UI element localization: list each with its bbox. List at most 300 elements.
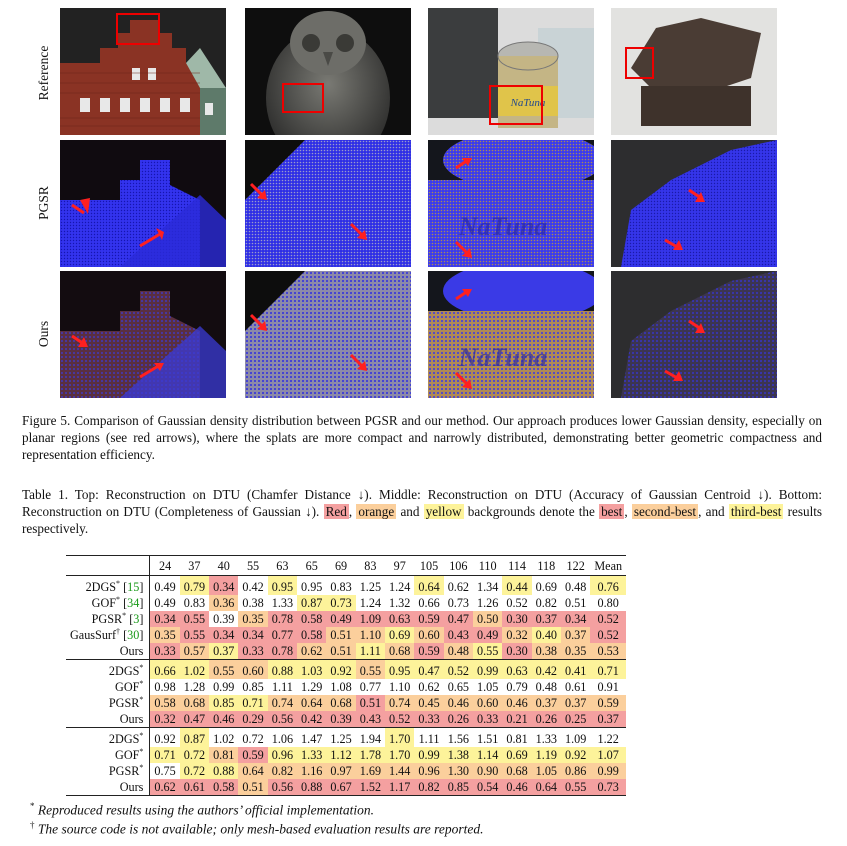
row-label-pgsr: PGSR: [36, 186, 51, 220]
table-cell: 0.44: [502, 576, 531, 596]
method-label: Ours: [119, 644, 144, 658]
table-cell: 0.72: [180, 763, 209, 779]
table-row: [66, 660, 626, 680]
caption-and: , and: [698, 504, 729, 519]
table-cell: 0.35: [238, 611, 267, 627]
table-cell: 0.92: [561, 747, 590, 763]
table-cell: 0.49: [154, 580, 176, 594]
table-cell: 0.78: [268, 643, 297, 660]
table-cell: 0.58: [150, 695, 180, 711]
table-cell: 0.42: [532, 660, 561, 680]
method-label: 2DGS: [108, 732, 140, 746]
table-cell: 1.19: [532, 747, 561, 763]
column-header: 69: [326, 556, 355, 576]
method-name: 2DGS* [15]: [66, 576, 150, 596]
table-cell: 1.22: [597, 732, 619, 746]
table-cell: 1.33: [271, 596, 294, 610]
table-cell: 0.32: [502, 627, 531, 643]
legend-red: Red: [325, 504, 347, 519]
method-name: [66, 643, 150, 660]
table-cell: 0.66: [418, 596, 440, 610]
table-cell: 0.43: [356, 711, 385, 728]
table-cell: 0.46: [502, 695, 531, 711]
table-cell: 0.65: [447, 680, 470, 694]
table-cell: 0.63: [502, 660, 531, 680]
table-cell: 0.55: [356, 660, 385, 680]
table-cell: 0.62: [418, 680, 440, 694]
table-cell: 0.39: [213, 612, 235, 626]
header-corner: [66, 556, 150, 576]
table-cell: 1.09: [356, 611, 385, 627]
table-cell: 0.62: [297, 643, 326, 660]
citation-link[interactable]: 34: [127, 596, 140, 610]
table-row: [66, 679, 626, 695]
table-cell: 0.35: [150, 627, 180, 643]
table-cell: 0.34: [209, 627, 238, 643]
table-cell: 0.99: [414, 747, 443, 763]
table-cell: 0.58: [297, 627, 326, 643]
method-superscript: *: [139, 678, 144, 688]
row-label-reference: Reference: [36, 45, 51, 101]
table-cell: 0.69: [535, 580, 557, 594]
can-logo-text: NaTuna: [458, 212, 548, 241]
method-superscript: †: [116, 626, 121, 636]
footnote-text: The source code is not available; only mesh-based evaluation results are reported.: [37, 821, 484, 837]
table-cell: 0.99: [473, 660, 502, 680]
column-header: 97: [385, 556, 414, 576]
table-cell: 0.33: [150, 643, 180, 660]
table-cell: 0.43: [444, 627, 473, 643]
table-row: [66, 611, 626, 627]
legend-orange: orange: [358, 504, 395, 519]
table-cell: 1.09: [565, 732, 587, 746]
table-cell: 0.79: [180, 576, 209, 596]
image-reference-building: [60, 8, 226, 135]
table-cell: 0.73: [447, 596, 470, 610]
table-cell: 0.85: [209, 695, 238, 711]
table-cell: 0.59: [238, 747, 267, 763]
table-cell: 0.68: [326, 695, 355, 711]
table-cell: 0.55: [209, 660, 238, 680]
figure-caption: Figure 5. Comparison of Gaussian density distribution between PGSR and our method. Our approach produces lower Gaussian density, especially on planar regions (see red arrows), where the splats are more compact and narrowly distributed, demonstrating better geometric compactness and representation efficiency.: [22, 413, 822, 462]
table-cell: 0.52: [444, 660, 473, 680]
table-cell: 0.30: [502, 611, 531, 627]
table-cell: 1.24: [389, 580, 411, 594]
table-cell: 1.34: [477, 580, 499, 594]
table-cell: 0.61: [565, 680, 587, 694]
table-cell: 0.37: [532, 611, 561, 627]
table-cell: 1.78: [356, 747, 385, 763]
table-cell: 1.08: [330, 680, 352, 694]
table-cell: 1.02: [213, 732, 235, 746]
column-header: 110: [473, 556, 502, 576]
method-superscript: *: [122, 610, 127, 620]
method-name: [66, 711, 150, 728]
table-cell: 0.55: [180, 627, 209, 643]
table-row: [66, 711, 626, 728]
footnote-mark: *: [30, 801, 35, 811]
table-cell: 0.86: [561, 763, 590, 779]
legend-yellow: yellow: [425, 504, 462, 519]
method-name: [66, 747, 150, 763]
row-label-ours: Ours: [36, 320, 51, 348]
table-cell: 0.71: [238, 695, 267, 711]
column-header: 40: [209, 556, 238, 576]
table-cell: 1.05: [477, 680, 499, 694]
table-cell: 0.32: [150, 711, 180, 728]
table-cell: 0.45: [414, 695, 443, 711]
column-header: 55: [238, 556, 267, 576]
table-cell: 0.49: [326, 611, 355, 627]
table-cell: 1.29: [301, 680, 323, 694]
table-header-row: [66, 556, 626, 576]
method-name: [66, 779, 150, 796]
table-cell: 0.51: [326, 643, 355, 660]
table-cell: 0.63: [385, 611, 414, 627]
table-cell: 1.03: [297, 660, 326, 680]
table-caption: [22, 486, 822, 537]
table-cell: 0.37: [209, 643, 238, 660]
table-cell: 0.34: [150, 611, 180, 627]
table-cell: 0.46: [209, 711, 238, 728]
method-superscript: *: [139, 730, 144, 740]
table-cell: 0.59: [414, 643, 443, 660]
footnote-mark: †: [30, 820, 35, 830]
table-cell: 0.51: [565, 596, 587, 610]
table-cell: 0.47: [444, 611, 473, 627]
table-cell: 0.99: [590, 763, 626, 779]
table-cell: 1.33: [535, 732, 557, 746]
table-cell: 0.68: [502, 763, 531, 779]
method-name: [66, 695, 150, 711]
table-cell: 1.51: [477, 732, 499, 746]
image-pgsr-can: [428, 140, 594, 267]
table-cell: 0.29: [238, 711, 267, 728]
table-cell: 0.60: [473, 695, 502, 711]
table-cell: 0.62: [150, 779, 180, 796]
table-cell: 0.52: [590, 627, 626, 643]
results-table: [66, 555, 626, 796]
table-cell: 1.06: [271, 732, 294, 746]
image-pgsr-building: [60, 140, 226, 267]
table-cell: 1.94: [359, 732, 382, 746]
method-superscript: *: [139, 694, 144, 704]
table-cell: 0.25: [561, 711, 590, 728]
table-cell: 1.33: [297, 747, 326, 763]
column-header: 114: [502, 556, 531, 576]
table-cell: 0.88: [209, 763, 238, 779]
table-cell: 1.52: [356, 779, 385, 796]
method-label: PGSR: [108, 696, 140, 710]
table-cell: 0.37: [561, 627, 590, 643]
table-cell: 0.51: [356, 695, 385, 711]
table-cell: 0.73: [590, 779, 626, 796]
table-cell: 0.74: [385, 695, 414, 711]
image-reference-can: [428, 8, 594, 135]
table-cell: 1.69: [356, 763, 385, 779]
footnote-reproduced: [30, 801, 374, 819]
table-cell: 0.36: [209, 595, 238, 611]
table-cell: 1.07: [590, 747, 626, 763]
method-superscript: *: [139, 662, 144, 672]
column-header: Mean: [590, 556, 626, 576]
column-header: 105: [414, 556, 443, 576]
table-cell: 0.77: [359, 680, 382, 694]
table-cell: 0.48: [535, 680, 557, 694]
table-cell: 0.64: [238, 763, 267, 779]
table-cell: 0.82: [535, 596, 557, 610]
table-cell: 0.52: [506, 596, 528, 610]
table-cell: 0.79: [506, 680, 528, 694]
table-cell: 0.81: [506, 732, 528, 746]
method-name: [66, 763, 150, 779]
table-cell: 0.77: [268, 627, 297, 643]
table-cell: 1.44: [385, 763, 414, 779]
column-header: 63: [268, 556, 297, 576]
table-cell: 1.11: [271, 680, 293, 694]
table-cell: 0.33: [238, 643, 267, 660]
image-ours-owl: [245, 271, 411, 398]
table-cell: 0.34: [561, 611, 590, 627]
table-cell: 0.68: [385, 643, 414, 660]
table-cell: 0.60: [238, 660, 267, 680]
table-cell: 0.41: [561, 660, 590, 680]
table-cell: 1.14: [473, 747, 502, 763]
table-cell: 0.90: [473, 763, 502, 779]
table-cell: 0.38: [242, 596, 264, 610]
table-cell: 1.28: [183, 680, 206, 694]
column-header: 118: [532, 556, 561, 576]
table-cell: 0.47: [180, 711, 209, 728]
table-cell: 0.56: [268, 779, 297, 796]
legend-second-best: second-best: [633, 504, 697, 519]
table-cell: 1.70: [385, 728, 414, 748]
table-cell: 1.05: [532, 763, 561, 779]
table-cell: 0.76: [590, 576, 626, 596]
legend-best: best: [601, 504, 623, 519]
citation-link[interactable]: 30: [127, 628, 140, 642]
table-cell: 0.64: [414, 576, 443, 596]
table-cell: 0.87: [297, 595, 326, 611]
table-cell: 0.71: [150, 747, 180, 763]
table-cell: 0.81: [209, 747, 238, 763]
table-cell: 0.98: [154, 680, 176, 694]
table-cell: 0.55: [561, 779, 590, 796]
image-ours-statue: [611, 271, 777, 398]
caption-separator: ,: [348, 504, 357, 519]
table-cell: 0.48: [444, 643, 473, 660]
method-label: PGSR: [91, 612, 123, 626]
table-row: [66, 576, 626, 596]
table-cell: 0.68: [180, 695, 209, 711]
table-cell: 0.83: [183, 596, 206, 610]
column-header: 83: [356, 556, 385, 576]
table-cell: 0.83: [330, 580, 352, 594]
table-cell: 1.10: [389, 680, 411, 694]
table-cell: 1.11: [356, 643, 385, 660]
table-cell: 0.38: [532, 643, 561, 660]
table-cell: 0.46: [444, 695, 473, 711]
table-cell: 0.59: [590, 695, 626, 711]
table-cell: 1.38: [444, 747, 473, 763]
table-cell: 1.26: [477, 596, 499, 610]
table-cell: 1.32: [389, 596, 411, 610]
table-cell: 0.80: [597, 596, 619, 610]
table-cell: 1.16: [297, 763, 326, 779]
table-row: [66, 763, 626, 779]
table-cell: 0.33: [414, 711, 443, 728]
table-cell: 0.92: [154, 732, 176, 746]
table-cell: 1.12: [326, 747, 355, 763]
table-cell: 0.37: [561, 695, 590, 711]
footnote-text: Reproduced results using the authors’ official implementation.: [37, 802, 374, 818]
caption-mid: backgrounds denote the: [463, 504, 600, 519]
table-cell: 0.46: [502, 779, 531, 796]
table-cell: 0.33: [473, 711, 502, 728]
table-cell: 1.17: [385, 779, 414, 796]
table-cell: 1.24: [359, 596, 382, 610]
table-cell: 0.69: [385, 627, 414, 643]
table-cell: 0.95: [385, 660, 414, 680]
table-cell: 0.26: [532, 711, 561, 728]
can-logo-text: NaTuna: [510, 97, 546, 109]
table-cell: 0.96: [268, 747, 297, 763]
table-cell: 0.48: [565, 580, 587, 594]
image-reference-statue: [611, 8, 777, 135]
table-cell: 0.21: [502, 711, 531, 728]
method-label: Ours: [119, 780, 144, 794]
table-cell: 0.34: [209, 576, 238, 596]
table-cell: 0.34: [238, 627, 267, 643]
table-cell: 0.37: [532, 695, 561, 711]
method-label: 2DGS: [108, 664, 140, 678]
column-header: 37: [180, 556, 209, 576]
method-name: GausSurf† [30]: [66, 627, 150, 643]
table-cell: 0.40: [532, 627, 561, 643]
method-superscript: *: [139, 746, 144, 756]
column-header: 106: [444, 556, 473, 576]
table-cell: 0.62: [447, 580, 470, 594]
table-cell: 0.49: [154, 596, 176, 610]
table-cell: 0.58: [297, 611, 326, 627]
method-superscript: *: [116, 578, 121, 588]
table-cell: 0.51: [326, 627, 355, 643]
table-cell: 0.99: [213, 680, 235, 694]
table-cell: 0.57: [180, 643, 209, 660]
table-caption-text: Table 1. Top: Reconstruction on DTU (Chamfer Distance ↓). Middle: Reconstruction on DTU (Accuracy of Gaussian Centroid ↓). Bottom: Reconstruction on DTU (Completeness of Gaussian ↓).: [22, 487, 822, 519]
table-cell: 0.67: [326, 779, 355, 796]
table-cell: 0.75: [154, 764, 176, 778]
table-cell: 1.10: [356, 627, 385, 643]
table-cell: 0.88: [268, 660, 297, 680]
caption-suffix: results respectively.: [22, 504, 823, 536]
table-cell: 0.95: [268, 576, 297, 596]
table-cell: 0.91: [597, 680, 619, 694]
method-label: GausSurf: [70, 628, 117, 642]
table-cell: 0.54: [473, 779, 502, 796]
table-cell: 1.70: [385, 747, 414, 763]
table-cell: 0.37: [590, 711, 626, 728]
method-superscript: *: [116, 594, 121, 604]
table-cell: 0.35: [561, 643, 590, 660]
table-cell: 0.26: [444, 711, 473, 728]
table-cell: 0.49: [473, 627, 502, 643]
table-cell: 0.51: [238, 779, 267, 796]
legend-third-best: third-best: [730, 504, 782, 519]
table-cell: 0.53: [590, 643, 626, 660]
table-cell: 0.71: [590, 660, 626, 680]
table-cell: 0.66: [150, 660, 180, 680]
column-header: 122: [561, 556, 590, 576]
caption-and: and: [396, 504, 424, 519]
table-cell: 1.30: [444, 763, 473, 779]
table-cell: 0.58: [209, 779, 238, 796]
column-header: 24: [150, 556, 180, 576]
table-cell: 0.56: [268, 711, 297, 728]
table-row: [66, 779, 626, 796]
table-cell: 0.95: [301, 580, 323, 594]
table-row: [66, 695, 626, 711]
table-cell: 1.11: [418, 732, 440, 746]
table-cell: 0.61: [180, 779, 209, 796]
method-label: PGSR: [108, 764, 140, 778]
table-cell: 0.69: [502, 747, 531, 763]
table-cell: 1.25: [359, 580, 382, 594]
table-cell: 0.55: [180, 611, 209, 627]
table-cell: 0.52: [385, 711, 414, 728]
table-cell: 0.52: [590, 611, 626, 627]
table-row: [66, 627, 626, 643]
method-label: Ours: [119, 712, 144, 726]
table-cell: 0.60: [414, 627, 443, 643]
table-cell: 0.87: [180, 728, 209, 748]
method-label: 2DGS: [85, 580, 117, 594]
image-ours-building: [60, 271, 226, 398]
citation-link[interactable]: 15: [127, 580, 140, 594]
table-cell: 0.82: [268, 763, 297, 779]
table-cell: 0.72: [180, 747, 209, 763]
table-cell: 0.85: [242, 680, 264, 694]
table-cell: 0.50: [473, 611, 502, 627]
citation-link[interactable]: 3: [133, 612, 140, 626]
table-cell: 0.39: [326, 711, 355, 728]
method-name: GOF* [34]: [66, 595, 150, 611]
table-cell: 0.59: [414, 611, 443, 627]
table-row: [66, 643, 626, 660]
table-row: [66, 595, 626, 611]
table-cell: 0.88: [297, 779, 326, 796]
table-cell: 0.47: [414, 660, 443, 680]
method-name: [66, 660, 150, 680]
table-cell: 0.30: [502, 643, 531, 660]
table-cell: 0.82: [414, 779, 443, 796]
caption-separator: ,: [624, 504, 632, 519]
table-cell: 0.64: [532, 779, 561, 796]
table-cell: 0.64: [297, 695, 326, 711]
table-cell: 0.72: [242, 732, 264, 746]
table-row: [66, 747, 626, 763]
table-cell: 0.96: [414, 763, 443, 779]
table-cell: 0.42: [297, 711, 326, 728]
column-header: 65: [297, 556, 326, 576]
method-name: [66, 679, 150, 695]
image-ours-can: [428, 271, 594, 398]
table-cell: 0.55: [473, 643, 502, 660]
method-name: [66, 728, 150, 748]
table-cell: 0.73: [326, 595, 355, 611]
table-cell: 0.85: [444, 779, 473, 796]
table-cell: 0.97: [326, 763, 355, 779]
